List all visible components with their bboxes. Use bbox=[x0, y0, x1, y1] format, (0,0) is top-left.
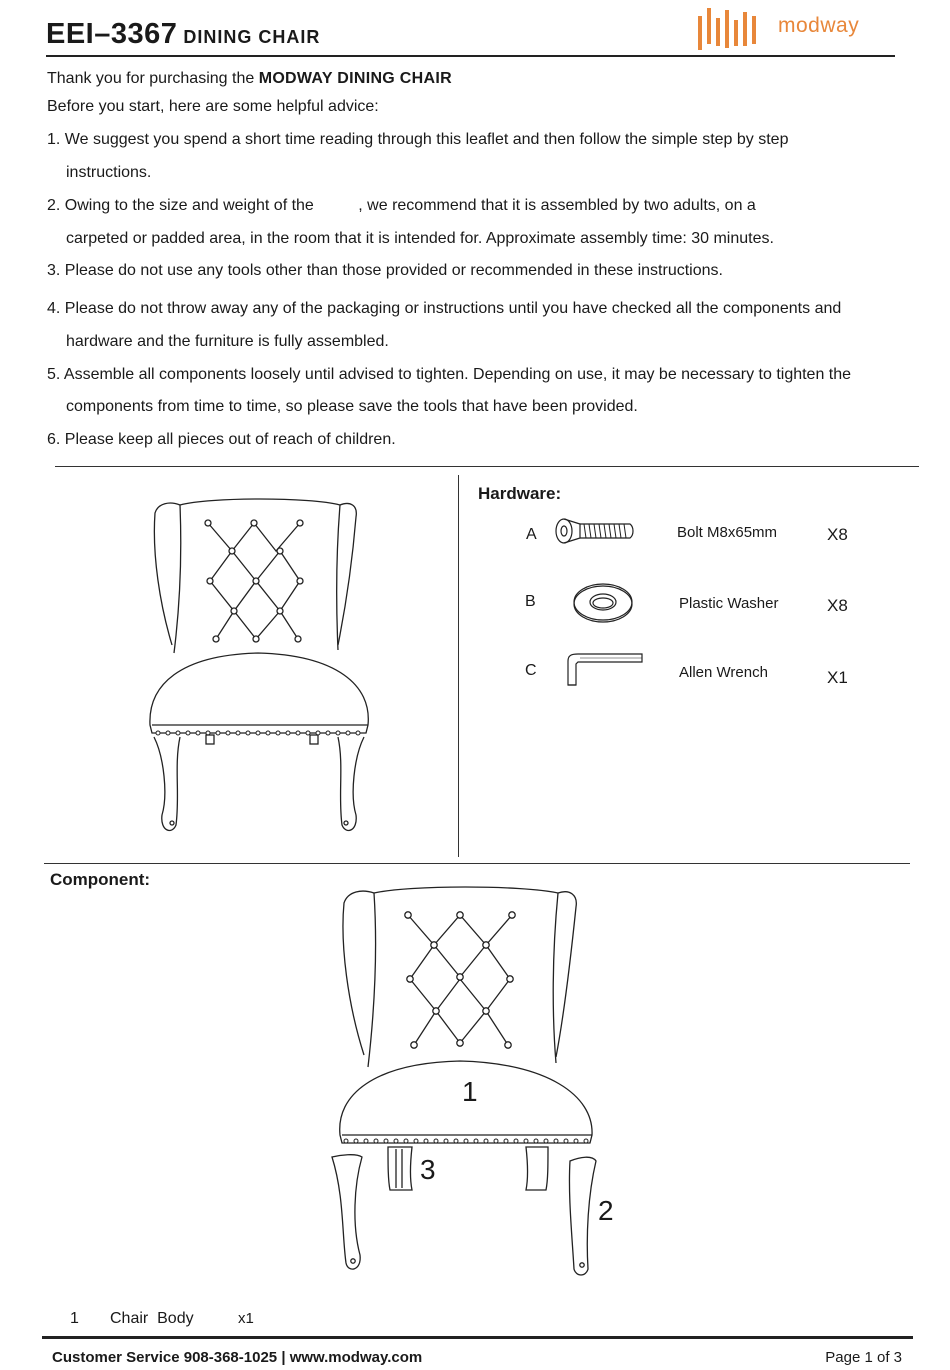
hardware-name-a: Bolt M8x65mm bbox=[677, 524, 778, 541]
callout-back-leg: 2 bbox=[598, 1195, 614, 1226]
advice-item-5-cont: components from time to time, so please save the tools that have been provided. bbox=[66, 398, 638, 415]
model-title bbox=[46, 18, 320, 51]
advice-item-2: 2. Owing to the size and weight of the , we recommend that it is assembled by two adults, on a bbox=[47, 197, 756, 214]
component-title: Component: bbox=[50, 870, 151, 889]
hardware-letter-b: B bbox=[525, 593, 536, 610]
assembled-chair-illustration bbox=[140, 495, 390, 845]
hardware-qty-a: X8 bbox=[827, 525, 848, 544]
header-divider bbox=[46, 55, 895, 57]
intro-prefix: Thank you for purchasing the bbox=[47, 70, 259, 87]
callout-front-leg: 3 bbox=[420, 1154, 436, 1185]
advice-item-4-cont: hardware and the furniture is fully assembled. bbox=[66, 333, 389, 350]
washer-icon bbox=[572, 582, 634, 624]
footer-contact bbox=[52, 1349, 422, 1366]
allen-wrench-icon bbox=[562, 651, 646, 689]
advice-item-1: 1. We suggest you spend a short time reading through this leaflet and then follow the simple step by step bbox=[47, 131, 789, 148]
page-number: Page 1 of 3 bbox=[825, 1349, 902, 1366]
intro-product: MODWAY DINING CHAIR bbox=[258, 70, 452, 87]
advice-item-2-cont: carpeted or padded area, in the room that it is intended for. Approximate assembly time: 30 minutes. bbox=[66, 230, 774, 247]
component-list-qty: x1 bbox=[238, 1310, 254, 1327]
hardware-letter-c: C bbox=[525, 662, 537, 679]
component-list-name: Chair Body bbox=[110, 1310, 194, 1327]
hardware-letter-a: A bbox=[526, 526, 537, 543]
footer-separator: | bbox=[281, 1349, 286, 1366]
brand-name: modway bbox=[778, 14, 860, 37]
brand-logo-icon bbox=[696, 6, 766, 52]
intro-line-2: Before you start, here are some helpful advice: bbox=[47, 98, 379, 115]
hardware-qty-b: X8 bbox=[827, 596, 848, 615]
section-divider-1 bbox=[55, 466, 919, 467]
customer-service: Customer Service 908-368-1025 bbox=[52, 1349, 278, 1366]
website-link[interactable]: www.modway.com bbox=[289, 1349, 423, 1366]
advice-item-5: 5. Assemble all components loosely until advised to tighten. Depending on use, it may be necessary to tighten the bbox=[47, 366, 852, 383]
model-number: EEI–3367 bbox=[46, 18, 178, 50]
advice-item-6: 6. Please keep all pieces out of reach of children. bbox=[47, 431, 396, 448]
vertical-divider bbox=[458, 475, 459, 857]
bolt-icon bbox=[552, 517, 634, 545]
advice-item-3: 3. Please do not use any tools other than those provided or recommended in these instructions. bbox=[47, 262, 723, 279]
component-list-num: 1 bbox=[70, 1310, 79, 1327]
hardware-name-c: Allen Wrench bbox=[679, 664, 768, 681]
section-divider-2 bbox=[44, 863, 910, 864]
advice-item-1-cont: instructions. bbox=[66, 164, 152, 181]
callout-body: 1 bbox=[462, 1076, 478, 1107]
hardware-title: Hardware: bbox=[478, 484, 562, 503]
intro-line-1 bbox=[47, 70, 452, 88]
product-name: DINING CHAIR bbox=[183, 27, 321, 47]
hardware-qty-c: X1 bbox=[827, 668, 848, 687]
footer-divider bbox=[42, 1336, 913, 1339]
advice-item-4: 4. Please do not throw away any of the packaging or instructions until you have checked all the components and bbox=[47, 300, 842, 317]
hardware-name-b: Plastic Washer bbox=[679, 595, 779, 612]
